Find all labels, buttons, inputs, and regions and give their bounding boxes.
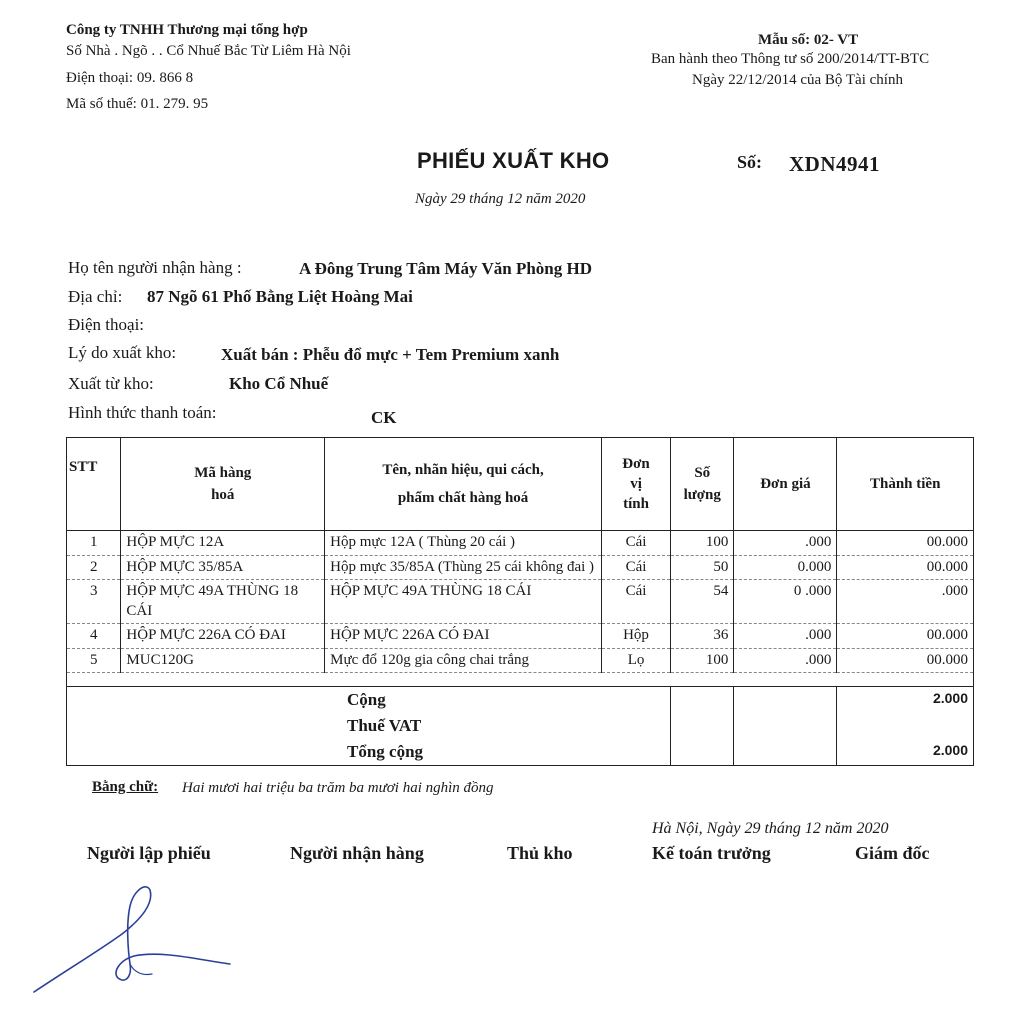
signature-place-date: Hà Nội, Ngày 29 tháng 12 năm 2020 — [652, 820, 889, 837]
cell-name: Hộp mực 12A ( Thùng 20 cái ) — [325, 531, 602, 556]
cell-price: .000 — [734, 624, 837, 649]
signature-accountant: Kế toán trưởng — [652, 843, 771, 863]
cell-unit: Cái — [602, 555, 671, 580]
items-table — [66, 437, 974, 766]
company-name: Công ty TNHH Thương mại tổng hợp — [66, 22, 308, 38]
table-header-row — [67, 438, 974, 531]
header-qty: Số lượng — [671, 438, 734, 531]
cell-stt: 2 — [67, 555, 121, 580]
address-label: Địa chỉ: — [68, 287, 123, 306]
header-stt: STT — [67, 438, 121, 531]
grand-total-label: Tổng cộng — [67, 739, 671, 766]
spacer-row — [67, 673, 974, 687]
warehouse-value: Kho Cổ Nhuế — [229, 374, 329, 393]
form-code: Mẫu số: 02- VT — [758, 32, 859, 48]
address-value: 87 Ngõ 61 Phố Bằng Liệt Hoàng Mai — [147, 287, 413, 306]
receiver-label: Họ tên người nhận hàng : — [68, 258, 242, 277]
cell-unit: Lọ — [602, 648, 671, 673]
cell-total: .000 — [837, 580, 974, 624]
table-row — [67, 624, 974, 649]
cell-unit: Cái — [602, 531, 671, 556]
vat-label: Thuế VAT — [67, 713, 671, 739]
handwritten-signature — [30, 880, 260, 1000]
subtotal-value: 2.000 — [837, 687, 974, 714]
cell-unit: Hộp — [602, 624, 671, 649]
form-basis-date: Ngày 22/12/2014 của Bộ Tài chính — [692, 72, 903, 88]
header-unit: Đơn vị tính — [602, 438, 671, 531]
table-row — [67, 531, 974, 556]
receiver-value: A Đông Trung Tâm Máy Văn Phòng HD — [299, 259, 593, 278]
grand-total-value: 2.000 — [837, 739, 974, 766]
signature-director: Giám đốc — [855, 843, 930, 863]
document-title: PHIẾU XUẤT KHO — [417, 148, 610, 173]
cell-qty: 50 — [671, 555, 734, 580]
cell-name: HỘP MỰC 226A CÓ ĐAI — [325, 624, 602, 649]
cell-stt: 4 — [67, 624, 121, 649]
cell-stt: 3 — [67, 580, 121, 624]
payment-label: Hình thức thanh toán: — [68, 403, 217, 422]
payment-value: CK — [371, 408, 397, 427]
grand-total-row — [67, 739, 974, 766]
cell-code: MUC120G — [121, 648, 325, 673]
cell-qty: 100 — [671, 648, 734, 673]
document-date: Ngày 29 tháng 12 năm 2020 — [415, 191, 586, 207]
signature-preparer: Người lập phiếu — [87, 843, 211, 863]
reason-value: Xuất bán : Phễu đổ mực + Tem Premium xanh — [221, 345, 560, 364]
vat-value — [837, 713, 974, 739]
header-code: Mã hàng hoá — [121, 438, 325, 531]
header-price: Đơn giá — [734, 438, 837, 531]
header-total: Thành tiền — [837, 438, 974, 531]
cell-code: HỘP MỰC 35/85A — [121, 555, 325, 580]
cell-name: Mực đổ 120g gia công chai trắng — [325, 648, 602, 673]
document-number-label: Số: — [737, 152, 763, 172]
table-row — [67, 555, 974, 580]
cell-price: 0 .000 — [734, 580, 837, 624]
cell-code: HỘP MỰC 49A THÙNG 18 CÁI — [121, 580, 325, 624]
subtotal-row — [67, 687, 974, 714]
cell-total: 00.000 — [837, 555, 974, 580]
cell-qty: 54 — [671, 580, 734, 624]
company-address: Số Nhà . Ngõ . . Cổ Nhuế Bắc Từ Liêm Hà Nội — [66, 43, 351, 59]
signature-receiver: Người nhận hàng — [290, 843, 424, 863]
vat-row — [67, 713, 974, 739]
header-name: Tên, nhãn hiệu, qui cách, phẩm chất hàng hoá — [325, 438, 602, 531]
phone-label: Điện thoại: — [68, 315, 145, 334]
reason-label: Lý do xuất kho: — [68, 343, 177, 362]
cell-qty: 100 — [671, 531, 734, 556]
table-row — [67, 580, 974, 624]
cell-total: 00.000 — [837, 531, 974, 556]
warehouse-label: Xuất từ kho: — [68, 374, 154, 393]
cell-price: .000 — [734, 531, 837, 556]
document-number: XDN4941 — [789, 152, 880, 176]
amount-in-words-value: Hai mươi hai triệu ba trăm ba mươi hai nghìn đồng — [182, 780, 494, 796]
subtotal-label: Cộng — [67, 687, 671, 714]
cell-stt: 5 — [67, 648, 121, 673]
cell-total: 00.000 — [837, 648, 974, 673]
cell-price: .000 — [734, 648, 837, 673]
cell-name: Hộp mực 35/85A (Thùng 25 cái không đai ) — [325, 555, 602, 580]
cell-price: 0.000 — [734, 555, 837, 580]
cell-total: 00.000 — [837, 624, 974, 649]
form-basis: Ban hành theo Thông tư số 200/2014/TT-BTC — [651, 51, 930, 67]
company-phone: Điện thoại: 09. 866 8 — [66, 70, 194, 86]
cell-qty: 36 — [671, 624, 734, 649]
cell-name: HỘP MỰC 49A THÙNG 18 CÁI — [325, 580, 602, 624]
cell-code: HỘP MỰC 12A — [121, 531, 325, 556]
company-tax-code: Mã số thuế: 01. 279. 95 — [66, 96, 209, 112]
cell-code: HỘP MỰC 226A CÓ ĐAI — [121, 624, 325, 649]
amount-in-words-label: Bằng chữ: — [92, 779, 159, 795]
cell-stt: 1 — [67, 531, 121, 556]
table-row — [67, 648, 974, 673]
signature-storekeeper: Thủ kho — [507, 843, 573, 863]
cell-unit: Cái — [602, 580, 671, 624]
